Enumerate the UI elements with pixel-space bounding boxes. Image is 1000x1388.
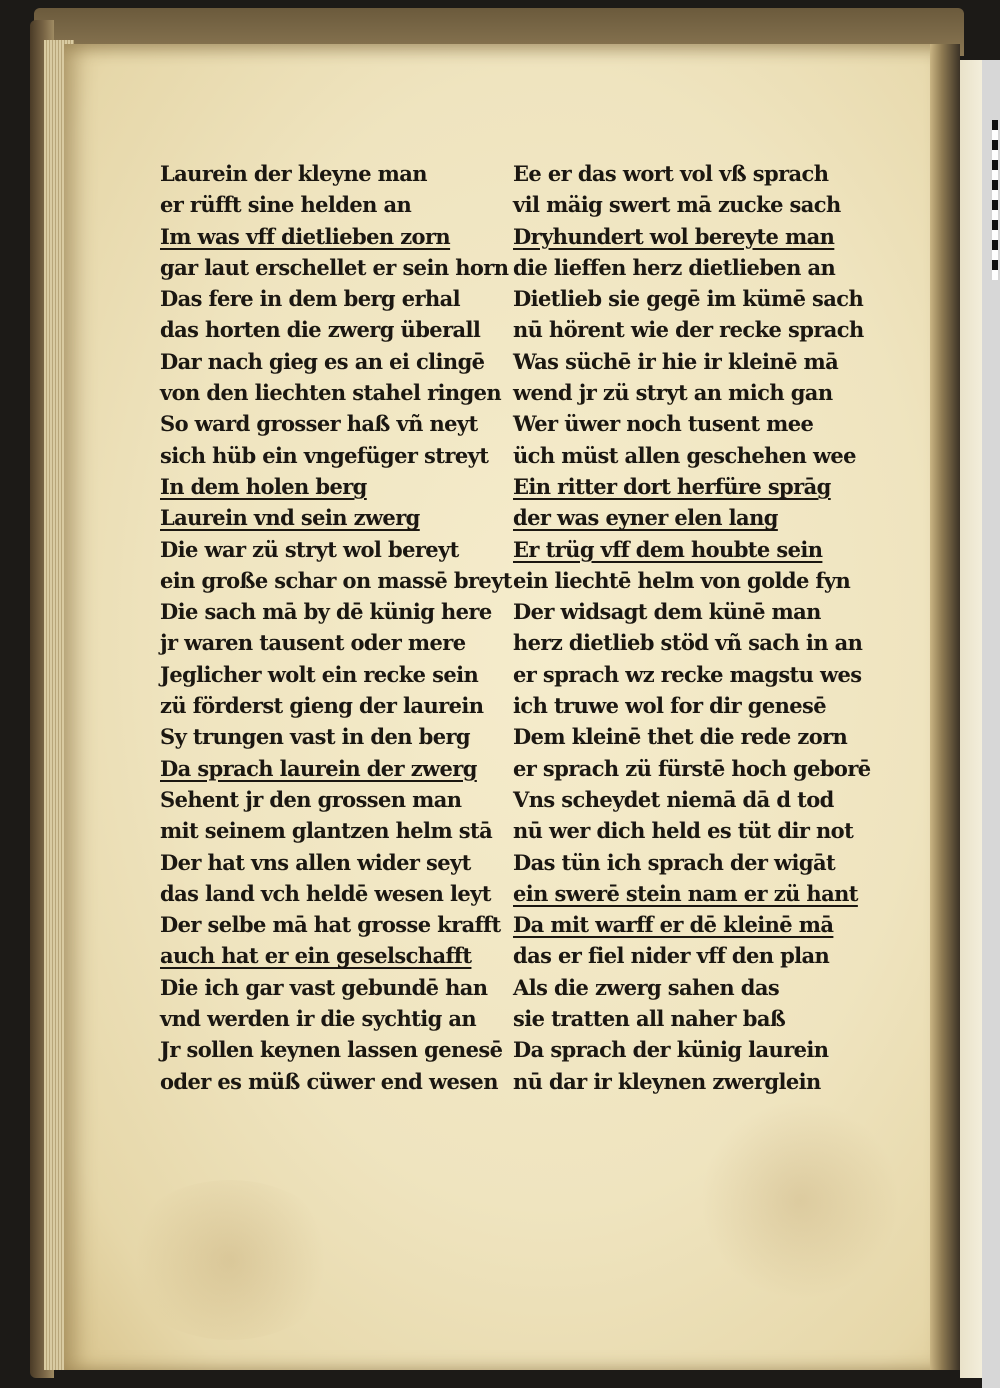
verse-line: Dietlieb sie gegē im kümē sach [513, 286, 864, 312]
verse-line: Die sach mā by dē künig here [160, 599, 492, 625]
verse-line: nū hörent wie der recke sprach [513, 317, 864, 343]
verse-line: von den liechten stahel ringen [160, 380, 502, 406]
verse-line: Ee er das wort vol vß sprach [513, 161, 829, 186]
verse-line: er sprach zü fürstē hoch geborē [513, 755, 871, 781]
verse-line: Als die zwerg sahen das [513, 974, 780, 1000]
verse-line: Da sprach der künig laurein [513, 1037, 829, 1063]
verse-line: üch müst allen geschehen wee [513, 442, 856, 468]
verse-line: das horten die zwerg überall [160, 317, 481, 343]
verse-line: ein liechtē helm von golde fyn [513, 567, 851, 593]
verse-line: er rüfft sine helden an [160, 192, 412, 218]
verse-line: Im was vff dietlieben zorn [160, 223, 451, 249]
verse-line: Jeglicher wolt ein recke sein [160, 661, 479, 687]
verse-line: nū dar ir kleynen zwerglein [513, 1068, 821, 1094]
verse-line: ein große schar on massē breyt [160, 567, 512, 593]
verse-line: Da mit warff er dē kleinē mā [513, 912, 834, 938]
verse-line: die lieffen herz dietlieben an [513, 254, 836, 280]
verse-line: oder es müß cüwer end wesen [160, 1068, 498, 1094]
verse-line: vnd werden ir die sychtig an [160, 1006, 477, 1032]
verse-line: So ward grosser haß vñ neyt [160, 411, 478, 437]
verse-line: Die ich gar vast gebundē han [160, 974, 488, 1000]
verse-line: Der selbe mā hat grosse krafft [160, 912, 501, 938]
verse-line: Er trüg vff dem houbte sein [513, 536, 823, 562]
verse-line: Vns scheydet niemā dā d tod [513, 786, 834, 812]
verse-line: vil mäig swert mā zucke sach [513, 192, 841, 218]
verse-line: Sy trungen vast in den berg [160, 724, 471, 750]
verse-line: Laurein vnd sein zwerg [160, 505, 420, 531]
verse-line: Da sprach laurein der zwerg [160, 755, 477, 781]
verse-line: Sehent jr den grossen man [160, 786, 462, 812]
right-text-column [513, 158, 883, 1097]
verse-line: Das fere in dem berg erhal [160, 286, 460, 312]
verse-line: er sprach wz recke magstu wes [513, 661, 862, 687]
paper-stain [700, 1100, 900, 1300]
verse-line: Dar nach gieg es an ei clingē [160, 348, 485, 374]
verse-line: sich hüb ein vngefüger streyt [160, 442, 489, 468]
color-scale-strip [982, 60, 1000, 1388]
paper-stain [120, 1180, 340, 1340]
verse-line: das er fiel nider vff den plan [513, 943, 830, 969]
verse-line: Ein ritter dort herfüre sprāg [513, 473, 831, 499]
verse-line: Dryhundert wol bereyte man [513, 223, 835, 249]
verse-line: Der hat vns allen wider seyt [160, 849, 471, 875]
verse-line: Was süchē ir hie ir kleinē mā [513, 348, 839, 374]
book-gutter [930, 44, 960, 1370]
verse-line: mit seinem glantzen helm stā [160, 818, 493, 844]
facing-page-edge [960, 60, 982, 1378]
verse-line: Das tün ich sprach der wigāt [513, 849, 836, 875]
verse-line: der was eyner elen lang [513, 505, 778, 531]
left-text-column [160, 158, 520, 1097]
verse-line: Laurein der kleyne man [160, 161, 427, 186]
verse-line: Der widsagt dem künē man [513, 599, 821, 625]
verse-line: jr waren tausent oder mere [160, 630, 466, 656]
verse-line: auch hat er ein geselschafft [160, 943, 472, 969]
verse-line: zü förderst gieng der laurein [160, 693, 484, 719]
verse-line: Die war zü stryt wol bereyt [160, 536, 459, 562]
verse-line: In dem holen berg [160, 473, 367, 499]
verse-line: nū wer dich held es tüt dir not [513, 818, 854, 844]
verse-line: wend jr zü stryt an mich gan [513, 380, 833, 406]
verse-line: das land vch heldē wesen leyt [160, 880, 491, 906]
verse-line: herz dietlieb stöd vñ sach in an [513, 630, 863, 656]
verse-line: Dem kleinē thet die rede zorn [513, 724, 848, 750]
verse-line: ich truwe wol for dir genesē [513, 693, 827, 719]
verse-line: Jr sollen keynen lassen genesē [160, 1037, 503, 1063]
verse-line: sie tratten all naher baß [513, 1006, 786, 1032]
verse-line: Wer üwer noch tusent mee [513, 411, 814, 437]
verse-line: gar laut erschellet er sein horn [160, 254, 509, 280]
verse-line: ein swerē stein nam er zü hant [513, 880, 858, 906]
